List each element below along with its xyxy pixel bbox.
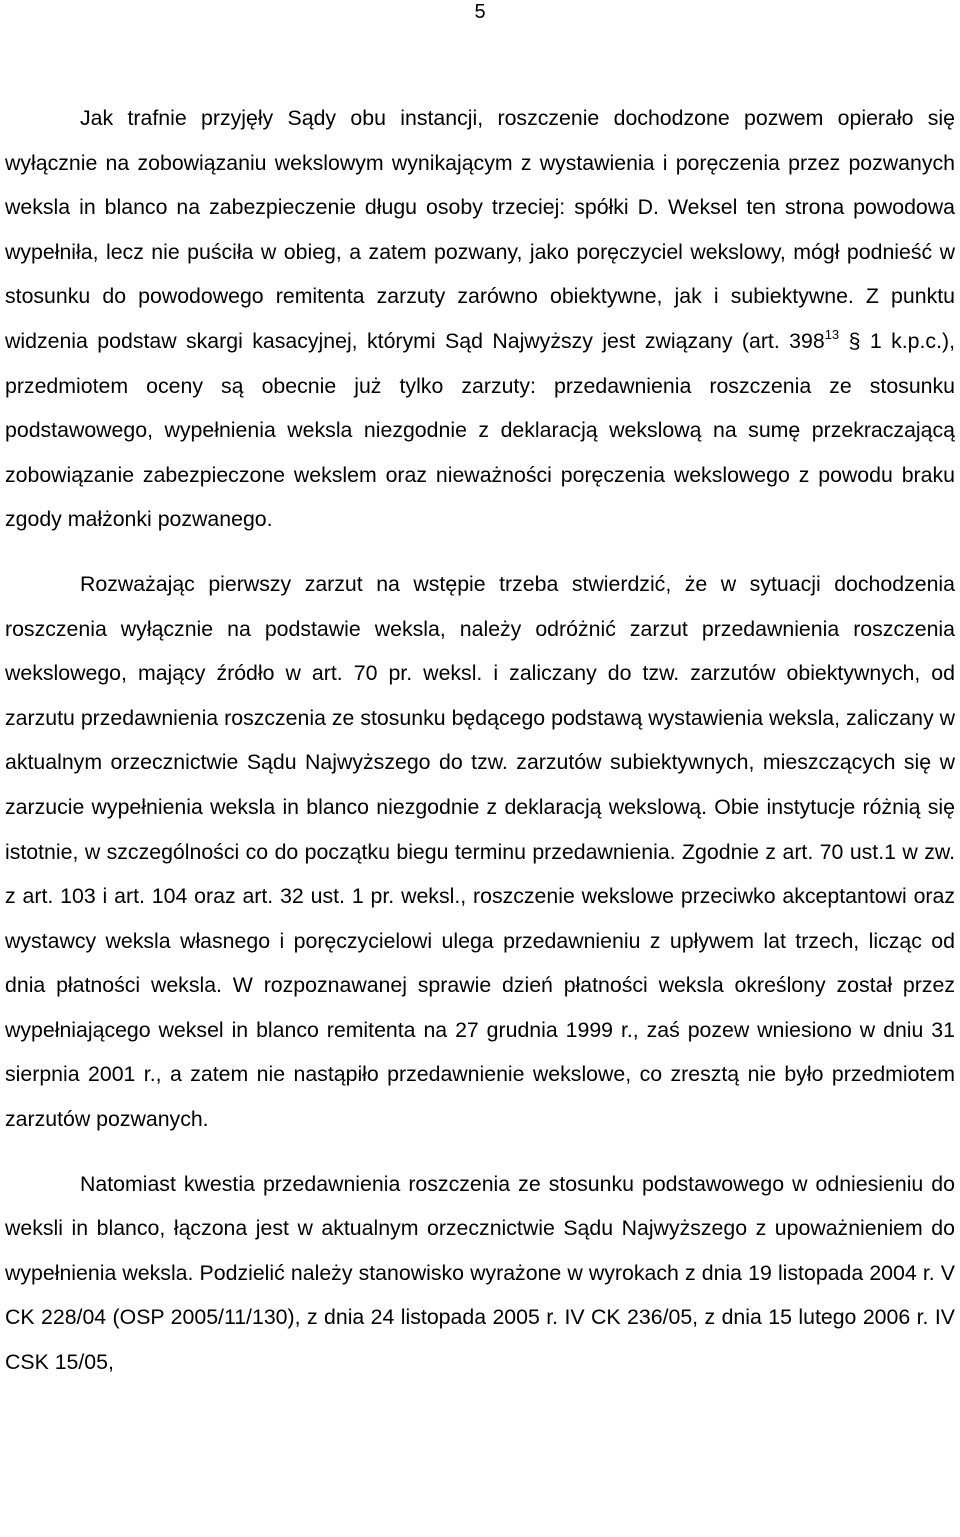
paragraph-1-text-continued: § 1 k.p.c.), przedmiotem oceny są obecnie już tylko zarzuty: przedawnienia roszczenia ze stosunku podstawowego, wypełnienia weksla niezgodnie z deklaracją wekslową na sumę przekraczającą zobowiązanie zabezpieczone wekslem oraz nieważności poręczenia wekslowego z powodu braku zgody małżonki pozwanego. [5, 328, 955, 532]
document-body [5, 96, 955, 1405]
paragraph-1-text: Jak trafnie przyjęły Sądy obu instancji, roszczenie dochodzone pozwem opierało się wyłącznie na zobowiązaniu wekslowym wynikającym z wystawienia i poręczenia przez pozwanych weksla in blanco na zabezpieczenie długu osoby trzeciej: spółki D. Weksel ten strona powodowa wypełniła, lecz nie puściła w obieg, a zatem pozwany, jako poręczyciel wekslowy, mógł podnieść w stosunku do powodowego remitenta zarzuty zarówno obiektywne, jak i subiektywne. Z punktu widzenia podstaw skargi kasacyjnej, którymi Sąd Najwyższy jest związany (art. 398 [5, 106, 955, 353]
paragraph-3: Natomiast kwestia przedawnienia roszczenia ze stosunku podstawowego w odniesieniu do weksli in blanco, łączona jest w aktualnym orzecznictwie Sądu Najwyższego z upoważnieniem do wypełnienia weksla. Podzielić należy stanowisko wyrażone w wyrokach z dnia 19 listopada 2004 r. V CK 228/04 (OSP 2005/11/130), z dnia 24 listopada 2005 r. IV CK 236/05, z dnia 15 lutego 2006 r. IV CSK 15/05, [5, 1171, 955, 1375]
article-superscript: 13 [824, 326, 840, 342]
paragraph-1 [5, 96, 955, 542]
page-number: 5 [474, 1, 486, 23]
paragraph-2: Rozważając pierwszy zarzut na wstępie trzeba stwierdzić, że w sytuacji dochodzenia roszczenia wyłącznie na podstawie weksla, należy odróżnić zarzut przedawnienia roszczenia wekslowego, mający źródło w art. 70 pr. weksl. i zaliczany do tzw. zarzutów obiektywnych, od zarzutu przedawnienia roszczenia ze stosunku będącego podstawą wystawienia weksla, zaliczany w aktualnym orzecznictwie Sądu Najwyższego do tzw. zarzutów subiektywnych, mieszczących się w zarzucie wypełnienia weksla in blanco niezgodnie z deklaracją wekslową. Obie instytucje różnią się istotnie, w szczególności co do początku biegu terminu przedawnienia. Zgodnie z art. 70 ust.1 w zw. z art. 103 i art. 104 oraz art. 32 ust. 1 pr. weksl., roszczenie wekslowe przeciwko akceptantowi oraz wystawcy weksla własnego i poręczycielowi ulega przedawnieniu z upływem lat trzech, licząc od dnia płatności weksla. W rozpoznawanej sprawie dzień płatności weksla określony został przez wypełniającego weksel in blanco remitenta na 27 grudnia 1999 r., zaś pozew wniesiono w dniu 31 sierpnia 2001 r., a zatem nie nastąpiło przedawnienie wekslowe, co zresztą nie było przedmiotem zarzutów pozwanych. [5, 571, 955, 1132]
